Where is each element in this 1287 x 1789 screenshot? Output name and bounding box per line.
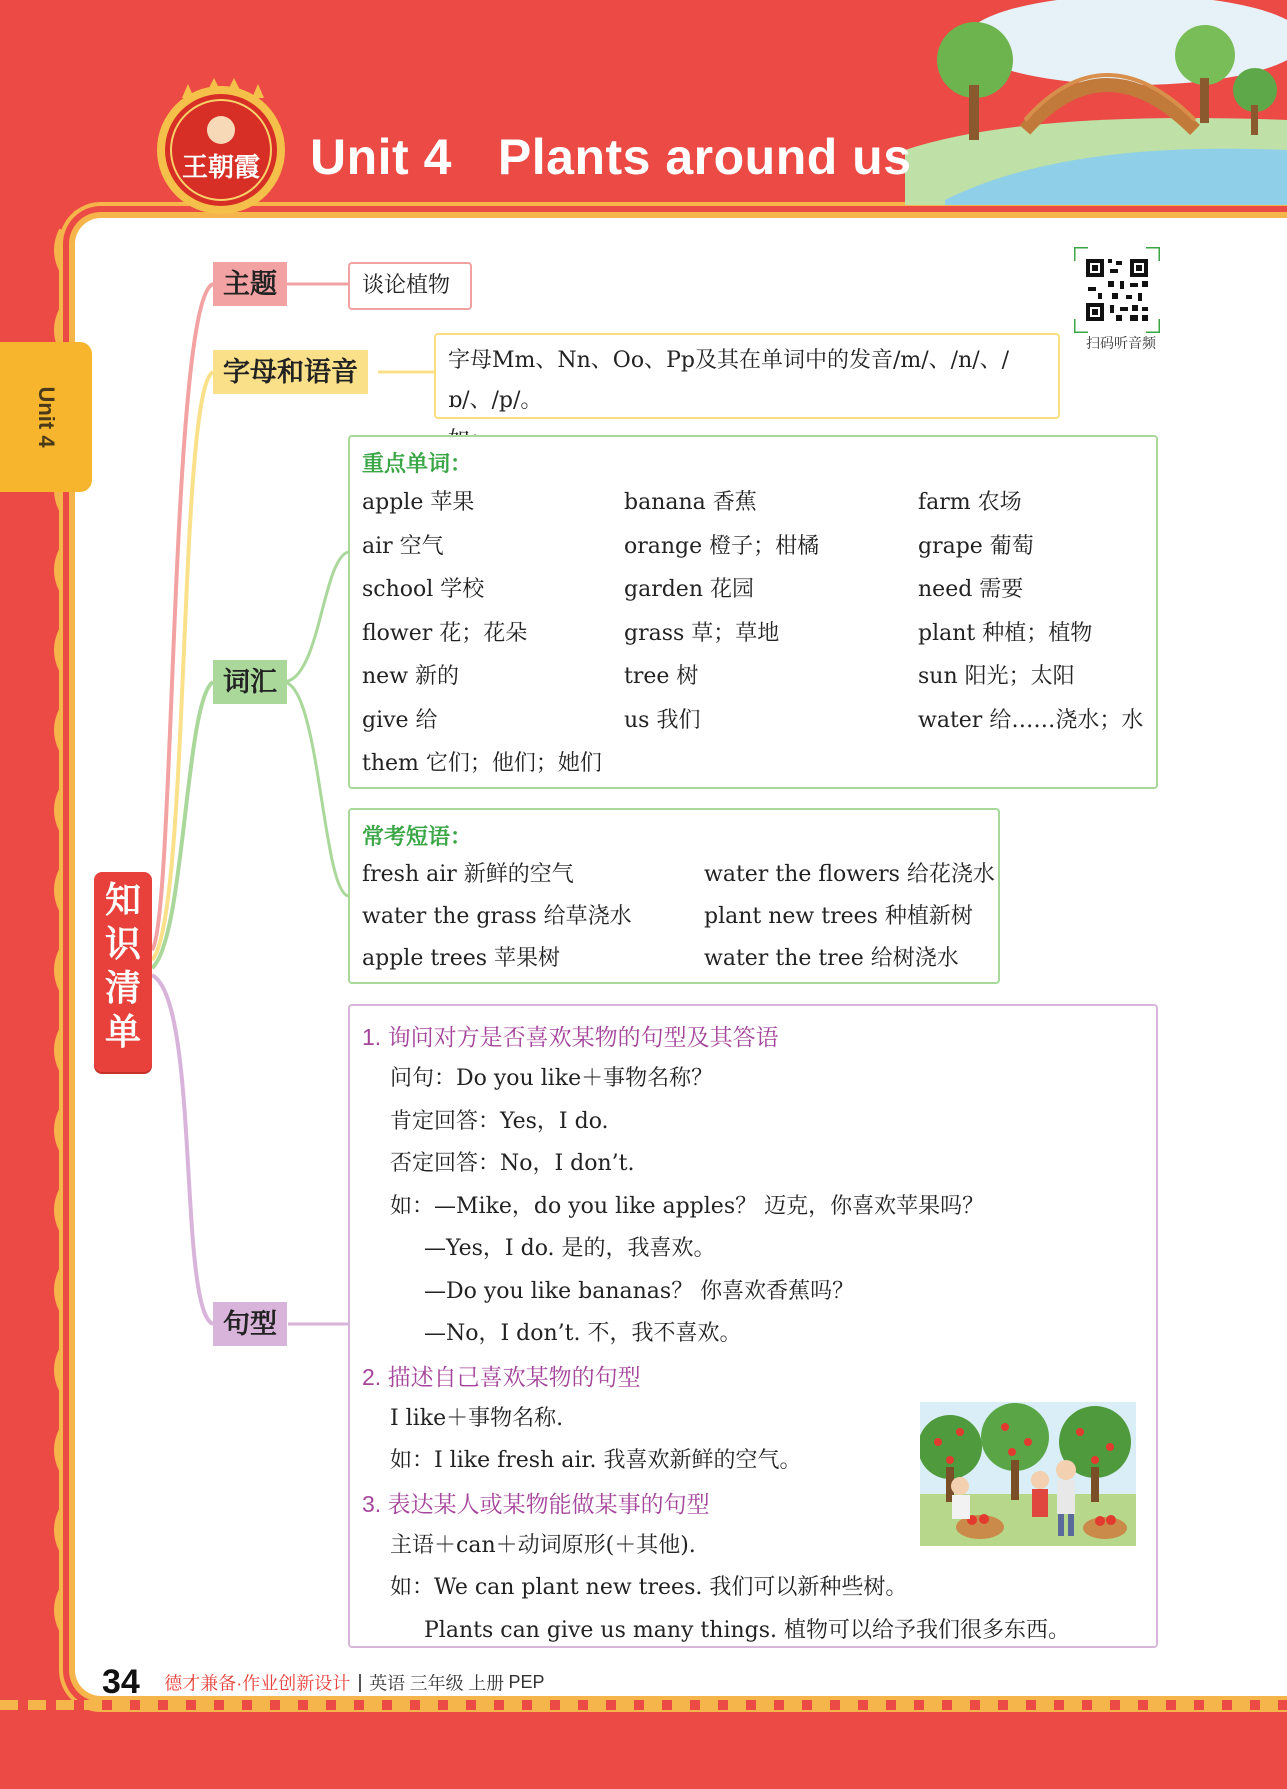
pattern-line: —Yes，I do. 是的，我喜欢。 bbox=[424, 1236, 716, 1261]
vocab-word: farm 农场 bbox=[918, 490, 1022, 515]
phrases-title: 常考短语： bbox=[362, 824, 473, 849]
mindmap-root bbox=[94, 872, 152, 1072]
pattern-line: I like＋事物名称. bbox=[390, 1405, 564, 1431]
vocab-word: sun 阳光；太阳 bbox=[918, 664, 1075, 689]
vocab-word: banana 香蕉 bbox=[624, 490, 757, 515]
vocab-word: plant 种植；植物 bbox=[918, 620, 1093, 646]
vocab-word: flower 花；花朵 bbox=[362, 620, 528, 646]
root-char: 识 bbox=[104, 923, 141, 964]
edition: PEP bbox=[508, 1672, 545, 1692]
side-tab-label: Unit 4 bbox=[34, 386, 59, 448]
node-phonics: 字母和语音 bbox=[213, 350, 368, 394]
vocab-word: grass 草；草地 bbox=[624, 620, 780, 646]
footer-divider bbox=[359, 1674, 361, 1692]
root-char: 单 bbox=[104, 1011, 141, 1052]
phrases-grid bbox=[362, 854, 995, 980]
root-char: 清 bbox=[104, 967, 141, 1008]
pattern-3-title: 3. 表达某人或某物能做某事的句型 bbox=[362, 1490, 710, 1517]
vocab-word: need 需要 bbox=[918, 577, 1024, 602]
vocab-word: grape 葡萄 bbox=[918, 533, 1034, 559]
vocab-word: new 新的 bbox=[362, 664, 460, 689]
vocab-word: tree 树 bbox=[624, 664, 699, 689]
pattern-line: 问句：Do you like＋事物名称？ bbox=[390, 1066, 714, 1091]
phrase-item: water the grass 给草浇水 bbox=[362, 904, 632, 929]
topic-box: 谈论植物 bbox=[348, 262, 472, 310]
page-footer bbox=[102, 1663, 545, 1702]
page-number: 34 bbox=[102, 1663, 140, 1701]
unit-name: Plants around us bbox=[497, 129, 912, 185]
subject: 英语 bbox=[369, 1673, 406, 1694]
pattern-line: 如：—Mike，do you like apples？ 迈克，你喜欢苹果吗？ bbox=[390, 1193, 985, 1219]
vocab-word: them 它们；他们；她们 bbox=[362, 751, 602, 776]
phonics-box bbox=[434, 333, 1060, 419]
root-char: 知 bbox=[104, 879, 141, 920]
phrase-item: water the tree 给树浇水 bbox=[704, 946, 959, 971]
vocab-word: garden 花园 bbox=[624, 577, 754, 602]
grade: 三年级 bbox=[409, 1673, 464, 1694]
series-name: 德才兼备·作业创新设计 bbox=[164, 1673, 351, 1694]
phrase-item: water the flowers 给花浇水 bbox=[704, 862, 995, 887]
vocab-word: orange 橙子；柑橘 bbox=[624, 533, 820, 559]
phrase-item: plant new trees 种植新树 bbox=[704, 904, 973, 929]
vocab-word: school 学校 bbox=[362, 577, 485, 602]
vocab-word: give 给 bbox=[362, 707, 438, 733]
pattern-line: —Do you like bananas？ 你喜欢香蕉吗？ bbox=[424, 1278, 855, 1304]
phrase-item: apple trees 苹果树 bbox=[362, 946, 561, 971]
pattern-line: 如：We can plant new trees. 我们可以新种些树。 bbox=[390, 1575, 908, 1600]
pattern-line: Plants can give us many things. 植物可以给予我们很多东西。 bbox=[424, 1617, 1071, 1643]
apple-orchard-illustration bbox=[920, 1402, 1136, 1546]
pattern-line: 肯定回答：Yes，I do. bbox=[390, 1108, 609, 1134]
sentence-patterns-box bbox=[348, 1004, 1158, 1648]
pattern-2-title: 2. 描述自己喜欢某物的句型 bbox=[362, 1363, 641, 1390]
unit-number: Unit 4 bbox=[310, 129, 452, 185]
key-words-grid bbox=[362, 481, 1144, 786]
pattern-line: —No，I don’t. 不，我不喜欢。 bbox=[424, 1321, 742, 1346]
node-vocabulary: 词汇 bbox=[213, 660, 287, 704]
node-sentences: 句型 bbox=[213, 1302, 287, 1346]
vocab-word: water 给……浇水；水 bbox=[918, 707, 1144, 733]
logo-text: 王朝霞 bbox=[181, 153, 261, 183]
phonics-rule: 字母Mm、Nn、Oo、Pp及其在单词中的发音/m/、/n/、/ɒ/、/p/。 bbox=[448, 348, 1010, 413]
node-topic: 主题 bbox=[213, 262, 287, 306]
pattern-line: 否定回答：No，I don’t. bbox=[390, 1151, 635, 1176]
key-words-title: 重点单词： bbox=[362, 451, 473, 476]
vocab-word: air 空气 bbox=[362, 533, 444, 559]
qr-label: 扫码听音频 bbox=[1086, 335, 1156, 351]
key-words-box bbox=[348, 435, 1158, 789]
pattern-1-title: 1. 询问对方是否喜欢某物的句型及其答语 bbox=[362, 1024, 779, 1050]
phrase-item: fresh air 新鲜的空气 bbox=[362, 862, 574, 887]
vocab-word: us 我们 bbox=[624, 707, 701, 733]
vocab-word: apple 苹果 bbox=[362, 490, 475, 515]
phrases-box bbox=[348, 808, 1000, 984]
pattern-line: 主语＋can＋动词原形(＋其他). bbox=[390, 1532, 696, 1558]
volume: 上册 bbox=[468, 1673, 505, 1694]
pattern-line: 如：I like fresh air. 我喜欢新鲜的空气。 bbox=[390, 1448, 802, 1473]
